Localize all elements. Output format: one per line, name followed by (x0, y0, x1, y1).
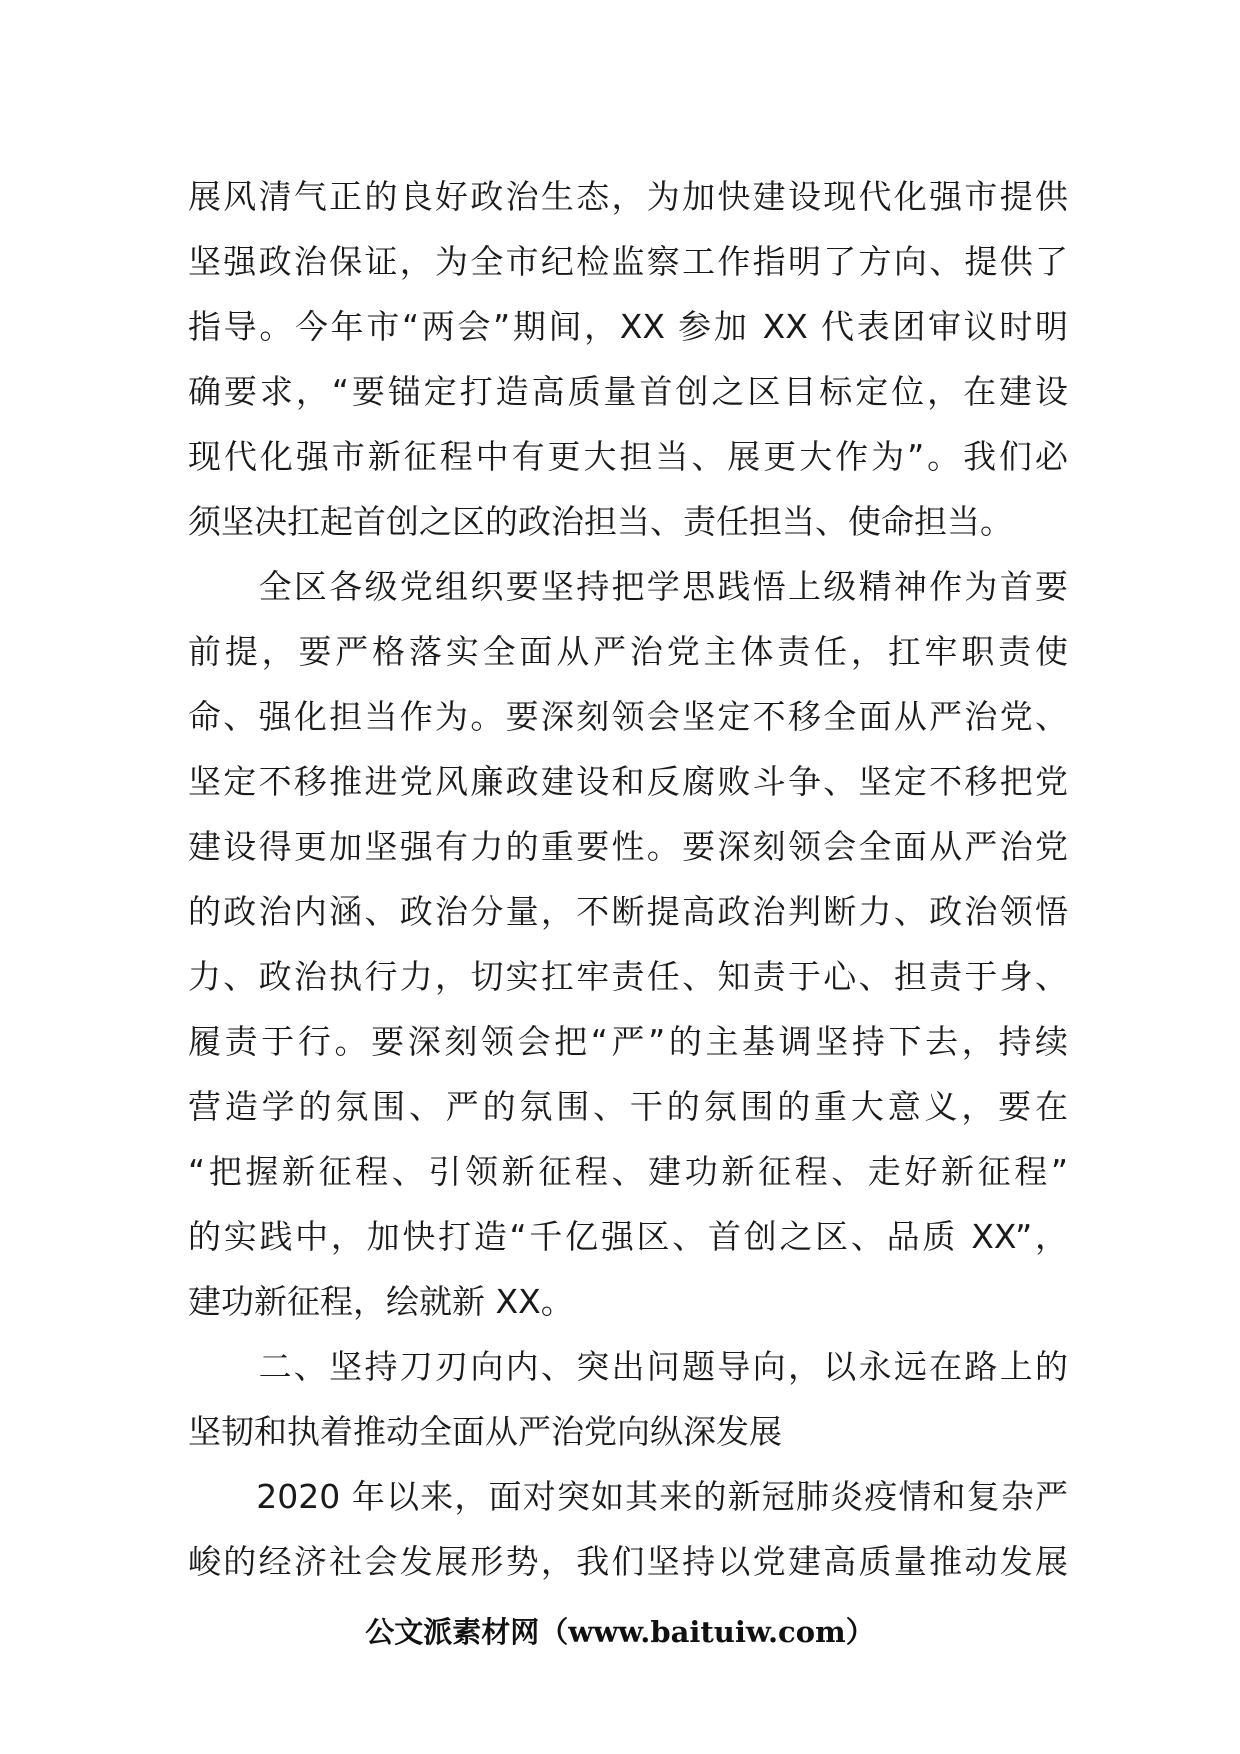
text-line: 的政治内涵、政治分量，不断提高政治判断力、政治领悟 (188, 892, 1068, 931)
text-line: 展风清气正的良好政治生态，为加快建设现代化强市提供 (188, 177, 1068, 216)
text-line: 的实践中，加快打造“千亿强区、首创之区、品质 XX”， (188, 1217, 1068, 1256)
text-line: 确要求，“要锚定打造高质量首创之区目标定位，在建设 (188, 372, 1068, 411)
text-line: 履责于行。要深刻领会把“严”的主基调坚持下去，持续 (188, 1022, 1068, 1061)
text-line: 须坚决扛起首创之区的政治担当、责任担当、使命担当。 (188, 502, 1013, 541)
text-line: 营造学的氛围、严的氛围、干的氛围的重大意义，要在 (188, 1087, 1068, 1126)
text-line: 前提，要严格落实全面从严治党主体责任，扛牢职责使 (188, 632, 1068, 671)
text-line: 二、坚持刀刃向内、突出问题导向，以永远在路上的 (188, 1347, 1068, 1386)
document-body (188, 164, 1068, 1594)
text-line: “把握新征程、引领新征程、建功新征程、走好新征程” (188, 1152, 1068, 1191)
text-line: 坚定不移推进党风廉政建设和反腐败斗争、坚定不移把党 (188, 762, 1068, 801)
text-line: 建功新征程，绘就新 XX。 (188, 1282, 574, 1321)
text-line: 命、强化担当作为。要深刻领会坚定不移全面从严治党、 (188, 697, 1068, 736)
text-line: 2020 年以来，面对突如其来的新冠肺炎疫情和复杂严 (188, 1477, 1068, 1516)
text-line: 建设得更加坚强有力的重要性。要深刻领会全面从严治党 (188, 827, 1068, 866)
text-line: 现代化强市新征程中有更大担当、展更大作为”。我们必 (188, 437, 1068, 476)
text-line: 坚韧和执着推动全面从严治党向纵深发展 (188, 1412, 782, 1451)
footer-watermark: 公文派素材网（www.baituiw.com） (365, 1615, 875, 1649)
text-line: 力、政治执行力，切实扛牢责任、知责于心、担责于身、 (188, 957, 1068, 996)
text-line: 全区各级党组织要坚持把学思践悟上级精神作为首要 (188, 567, 1068, 606)
text-line: 指导。今年市“两会”期间，XX 参加 XX 代表团审议时明 (188, 307, 1068, 346)
text-line: 峻的经济社会发展形势，我们坚持以党建高质量推动发展 (188, 1542, 1068, 1581)
text-line: 坚强政治保证，为全市纪检监察工作指明了方向、提供了 (188, 242, 1068, 281)
